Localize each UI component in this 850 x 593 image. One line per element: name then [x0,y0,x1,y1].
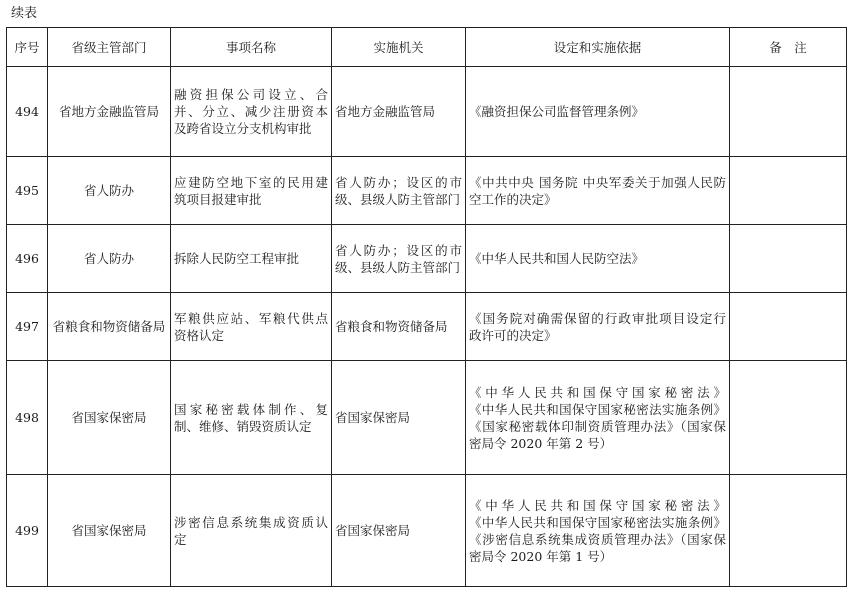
cell-item-line: 及跨省设立分支机构审批 [174,121,312,136]
cell-dept: 省国家保密局 [48,361,171,475]
cell-basis-line: 密局令 2020 年第 2 号） [469,435,613,451]
cell-basis-line: 《中华人民共和国保守国家秘密法实施条例》 [469,401,726,417]
cell-basis-line: 《中华人民共和国保守国家秘密法》 [469,384,726,400]
cell-item [171,67,332,157]
cell-basis-line: 密局令 2020 年第 1 号） [469,548,613,564]
cell-basis-line: 《中华人民共和国人民防空法》 [469,251,645,266]
cell-agency-line: 省国家保密局 [335,410,411,425]
table-row [7,475,847,587]
cell-agency [332,361,466,475]
cell-agency-line: 省地方金融监管局 [335,104,436,119]
cell-basis-line: 《国务院对确需保留的行政审批项目设定行 [469,310,726,326]
cell-item-line: 涉密信息系统集成资质认 [174,514,328,530]
table-row [7,361,847,475]
cell-basis-line: 《中华人民共和国保守国家秘密法》 [469,497,726,513]
cell-item [171,293,332,361]
cell-item-line: 国家秘密载体制作、复 [174,401,328,417]
cell-note [730,361,847,475]
cell-note [730,475,847,587]
cell-seq: 496 [7,225,48,293]
header-note: 备 注 [730,28,847,67]
cell-agency-line: 省粮食和物资储备局 [335,319,448,334]
header-seq: 序号 [7,28,48,67]
cell-item-line: 应建防空地下室的民用建 [174,174,328,190]
cell-item-line: 并、分立、减少注册资本 [174,104,328,119]
cell-item-line: 拆除人民防空工程审批 [174,251,300,266]
table-row [7,67,847,157]
cell-basis [466,157,730,225]
cell-agency-line: 省人防办；设区的市 [335,174,462,190]
header-basis: 设定和实施依据 [466,28,730,67]
cell-seq: 494 [7,67,48,157]
cell-basis [466,475,730,587]
cell-item-line: 资格认定 [174,327,225,343]
cell-item [171,157,332,225]
cell-basis-line: 《涉密信息系统集成资质管理办法》（国家保 [469,531,726,547]
cell-dept: 省国家保密局 [48,475,171,587]
cell-basis-line: 空工作的决定》 [469,191,557,207]
header-dept: 省级主管部门 [48,28,171,67]
header-item: 事项名称 [171,28,332,67]
cell-dept: 省人防办 [48,157,171,225]
cell-agency-line: 省国家保密局 [335,523,411,538]
cell-item [171,361,332,475]
cell-agency [332,67,466,157]
cell-basis-line: 《融资担保公司监督管理条例》 [469,104,645,119]
cell-item-line: 制、维修、销毁资质认定 [174,418,312,434]
cell-agency-line: 省人防办；设区的市 [335,242,462,258]
cell-basis-line: 《中共中央 国务院 中央军委关于加强人民防 [469,174,726,190]
cell-basis [466,225,730,293]
cell-agency [332,293,466,361]
cell-agency-line: 级、县级人防主管部门 [335,191,461,207]
cell-basis [466,293,730,361]
cell-basis-line: 政许可的决定》 [469,327,557,343]
permit-table [6,27,847,587]
cell-dept: 省粮食和物资储备局 [48,293,171,361]
cell-basis-line: 《国家秘密载体印制资质管理办法》（国家保 [469,418,726,434]
cell-agency [332,225,466,293]
cell-agency-line: 级、县级人防主管部门 [335,259,461,275]
header-agency: 实施机关 [332,28,466,67]
table-row [7,293,847,361]
cell-seq: 499 [7,475,48,587]
table-row [7,157,847,225]
cell-item [171,225,332,293]
cell-seq: 497 [7,293,48,361]
cell-note [730,293,847,361]
cell-agency [332,157,466,225]
cell-item-line: 定 [174,531,187,547]
cell-note [730,225,847,293]
cell-seq: 498 [7,361,48,475]
cell-agency [332,475,466,587]
cell-item [171,475,332,587]
cell-note [730,67,847,157]
cell-dept: 省地方金融监管局 [48,67,171,157]
cell-item-line: 军粮供应站、军粮代供点 [174,310,328,326]
cell-seq: 495 [7,157,48,225]
table-caption: 续表 [11,6,38,21]
header-row [7,28,847,67]
cell-item-line: 融资担保公司设立、合 [174,87,328,102]
cell-basis-line: 《中华人民共和国保守国家秘密法实施条例》 [469,514,726,530]
cell-item-line: 筑项目报建审批 [174,191,262,207]
cell-basis [466,361,730,475]
cell-dept: 省人防办 [48,225,171,293]
cell-note [730,157,847,225]
table-row [7,225,847,293]
cell-basis [466,67,730,157]
